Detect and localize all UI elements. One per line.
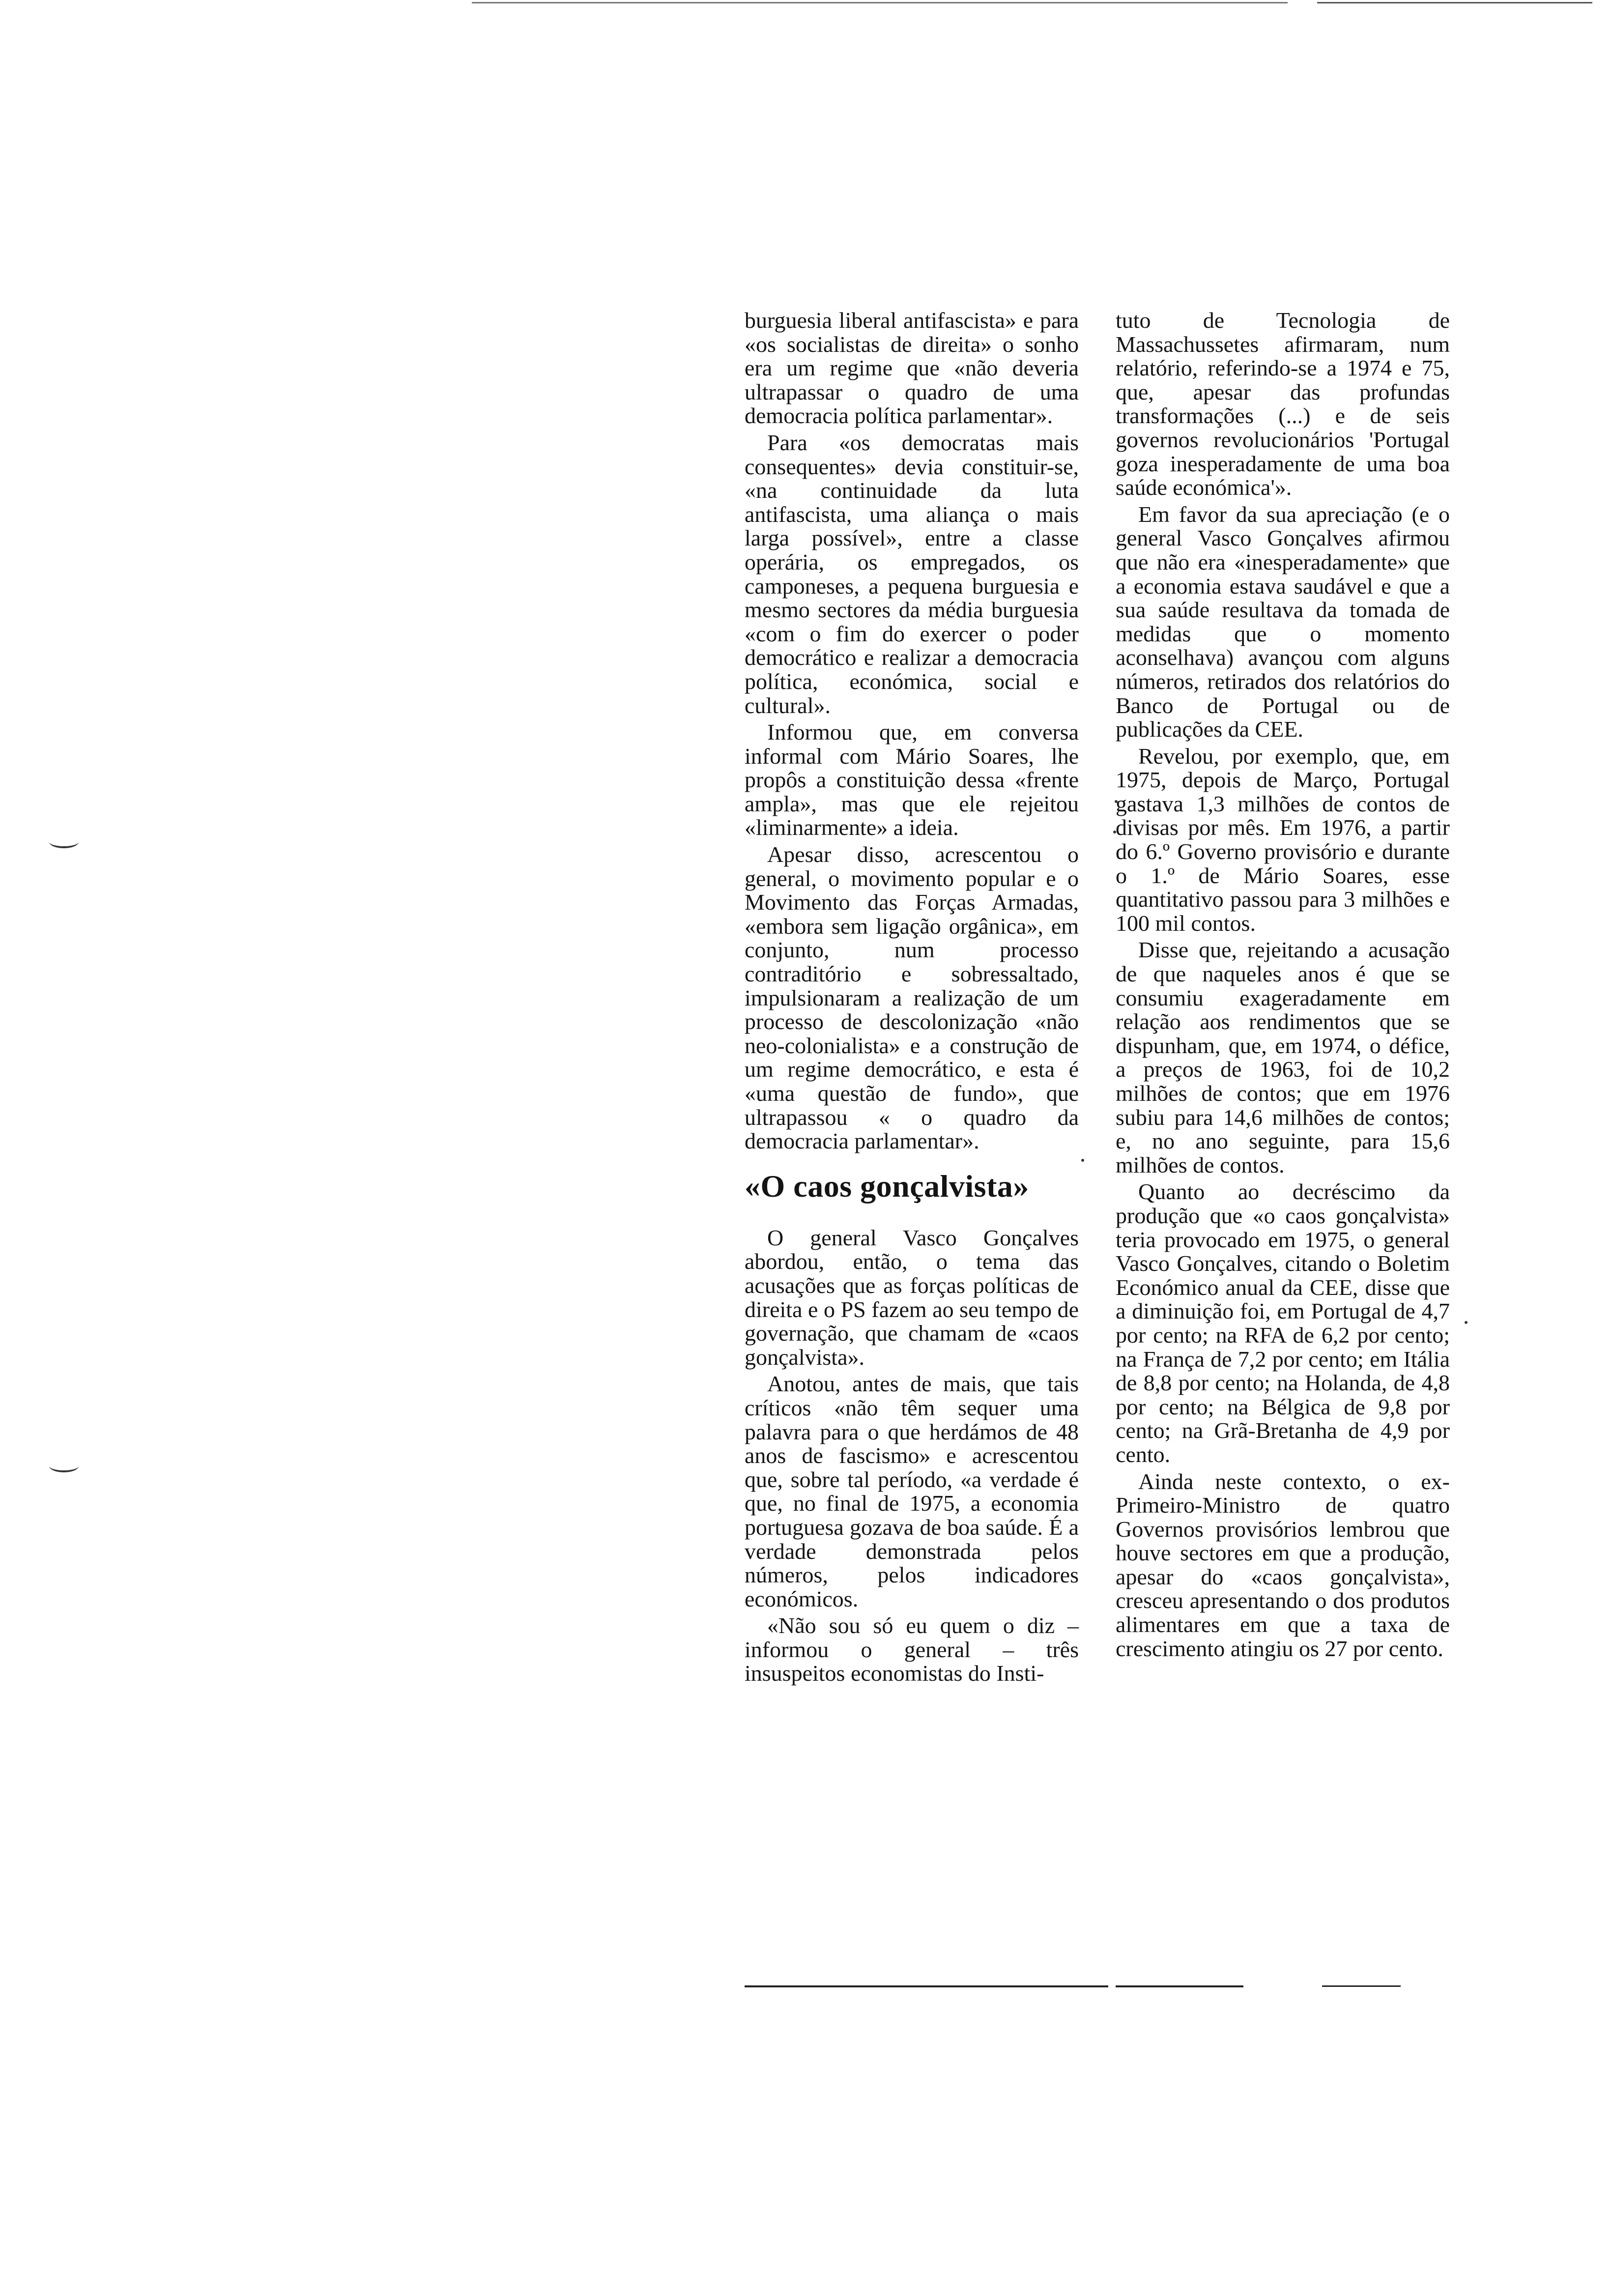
top-edge-rule xyxy=(472,2,1288,3)
scan-speck xyxy=(1465,1321,1468,1324)
paragraph: burguesia liberal antifascista» e para «os socialistas de direita» o sonho era um regime que «não deveria ultrapassar o quadro de uma democracia política parlamentar». xyxy=(745,308,1079,429)
article-column-right xyxy=(1116,309,1450,1664)
paragraph: Anotou, antes de mais, que tais críticos «não têm sequer uma palavra para o que herdámos de 48 anos de fascismo» e acrescentou que, sobre tal período, «a verdade é que, no final de 1975, a economia portuguesa gozava de boa saúde. É a verdade demonstrada pelos números, pelos indicadores económicos. xyxy=(745,1371,1079,1611)
margin-mark xyxy=(49,835,79,848)
scan-speck xyxy=(1081,1159,1084,1162)
bottom-rule-far-right xyxy=(1322,1985,1401,1987)
paragraph: O general Vasco Gonçalves abordou, então, o tema das acusações que as forças políticas de direita e o PS fazem ao seu tempo de governação, que chamam de «caos gonçalvista». xyxy=(745,1225,1079,1370)
paragraph: Revelou, por exemplo, que, em 1975, depois de Março, Portugal gastava 1,3 milhões de contos de divisas por mês. Em 1976, a partir do 6.º Governo provisório e durante o 1.º de Mário Soares, esse quantitativo passou para 3 milhões e 100 mil contos. xyxy=(1116,743,1450,936)
top-edge-rule-right xyxy=(1317,2,1592,3)
bottom-rule-right xyxy=(1116,1985,1243,1987)
section-heading: «O caos gonçalvista» xyxy=(745,1168,1029,1204)
paragraph: Ainda neste contexto, o ex-Primeiro-Ministro de quatro Governos provisórios lembrou que houve sectores em que a produção, apesar do «caos gonçalvista», cresceu apresentando o dos produtos alimentares em que a taxa de crescimento atingiu os 27 por cento. xyxy=(1116,1468,1450,1661)
paragraph: tuto de Tecnologia de Massachussetes afirmaram, num relatório, referindo-se a 1974 e 75, que, apesar das profundas transformações (...) e de seis governos revolucionários 'Portugal goza inesperadamente de uma boa saúde económica'». xyxy=(1116,308,1450,500)
paragraph: Quanto ao decréscimo da produção que «o caos gonçalvista» teria provocado em 1975, o general Vasco Gonçalves, citando o Boletim Económico anual da CEE, disse que a diminuição foi, em Portugal de 4,7 por cento; na RFA de 6,2 por cento; na França de 7,2 por cento; em Itália de 8,8 por cento; na Holanda, de 4,8 por cento; na Bélgica de 9,8 por cento; na Grã-Bretanha de 4,9 por cento. xyxy=(1116,1179,1450,1467)
article-column-left xyxy=(745,309,1079,1689)
paragraph: Apesar disso, acrescentou o general, o movimento popular e o Movimento das Forças Armadas, «embora sem ligação orgânica», em conjunto, num processo contraditório e sobressaltado, impulsionaram a realização de um processo de descolonização «não neo-colonialista» e a construção de um regime democrático, e esta é «uma questão de fundo», que ultrapassou « o quadro da democracia parlamentar». xyxy=(745,842,1079,1154)
margin-mark xyxy=(49,1460,79,1472)
paragraph: Informou que, em conversa informal com Mário Soares, lhe propôs a constituição dessa «frente ampla», mas que ele rejeitou «liminarmente» a ideia. xyxy=(745,719,1079,840)
paragraph: Para «os democratas mais consequentes» devia constituir-se, «na continuidade da luta antifascista, uma aliança o mais larga possível», entre a classe operária, os empregados, os camponeses, a pequena burguesia e mesmo sectores da média burguesia «com o fim do exercer o poder democrático e realizar a democracia política, económica, social e cultural». xyxy=(745,430,1079,718)
paragraph: «Não sou só eu quem o diz – informou o general – três insuspeitos economistas do Insti- xyxy=(745,1613,1079,1686)
bottom-rule-left xyxy=(745,1985,1108,1987)
paragraph: Em favor da sua apreciação (e o general Vasco Gonçalves afirmou que não era «inesperadamente» que a economia estava saudável e que a sua saúde resultava da tomada de medidas que o momento aconselhava) avançou com alguns números, retirados dos relatórios do Banco de Portugal ou de publicações da CEE. xyxy=(1116,501,1450,742)
paragraph: Disse que, rejeitando a acusação de que naqueles anos é que se consumiu exageradamente em relação aos rendimentos que se dispunham, que, em 1974, o défice, a preços de 1963, foi de 10,2 milhões de contos; que em 1976 subiu para 14,6 milhões de contos; e, no ano seguinte, para 15,6 milhões de contos. xyxy=(1116,937,1450,1177)
